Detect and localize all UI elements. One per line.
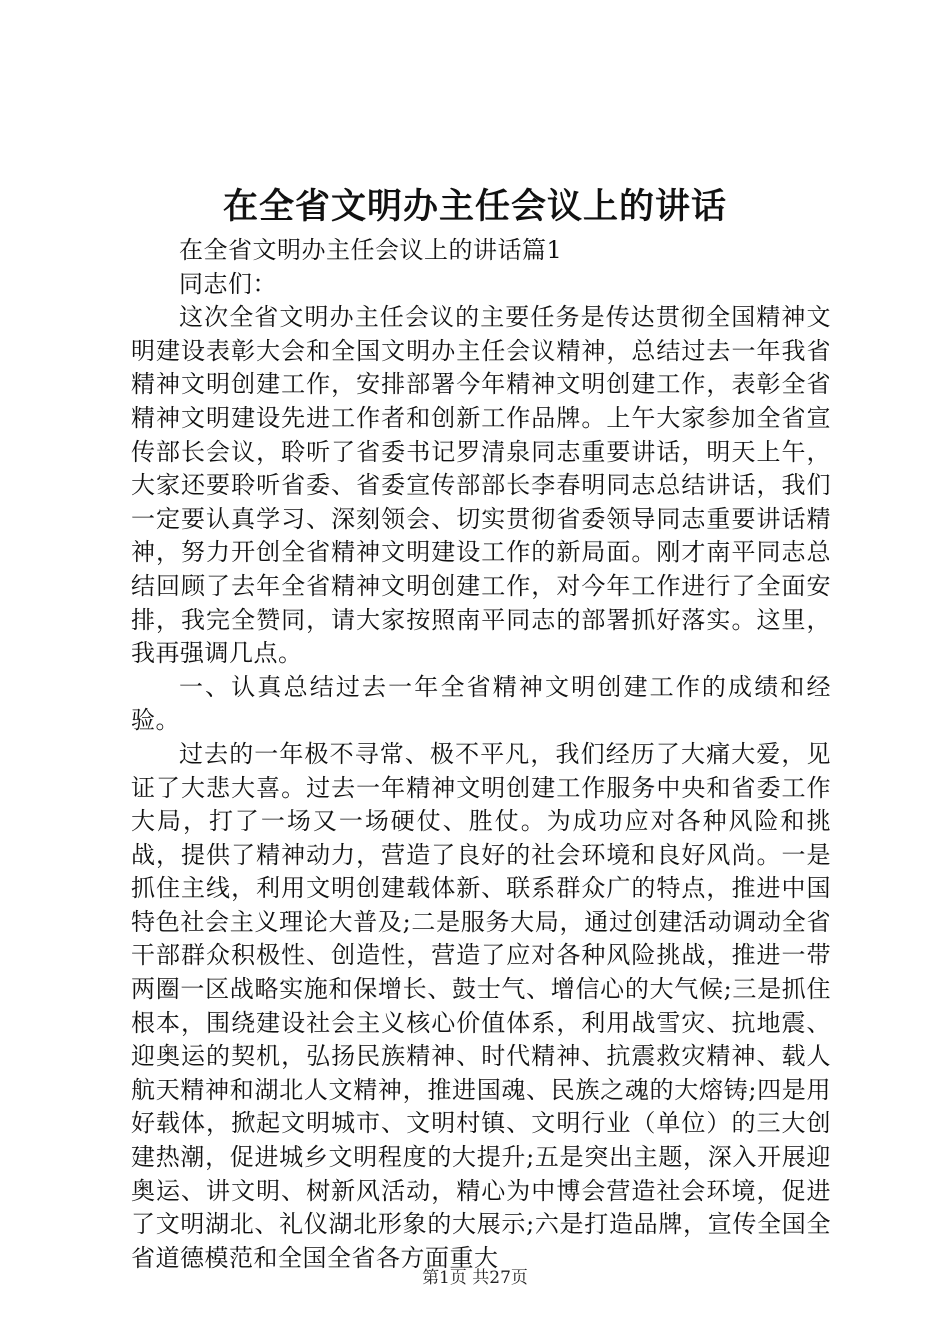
subtitle-paragraph: 在全省文明办主任会议上的讲话篇1 [179,236,563,264]
section-heading-paragraph: 一、认真总结过去一年全省精神文明创建工作的成绩和经验。 [131,672,831,735]
body-paragraph: 这次全省文明办主任会议的主要任务是传达贯彻全国精神文明建设表彰大会和全国文明办主任会议精神，总结过去一年我省精神文明创建工作，安排部署今年精神文明创建工作，表彰全省精神文明建设先进工作者和创新工作品牌。上午大家参加全省宣传部长会议，聆听了省委书记罗清泉同志重要讲话，明天上午，大家还要聆听省委、省委宣传部部长李春明同志总结讲话，我们一定要认真学习、深刻领会、切实贯彻省委领导同志重要讲话精神，努力开创全省精神文明建设工作的新局面。刚才南平同志总结回顾了去年全省精神文明创建工作，对今年工作进行了全面安排，我完全赞同，请大家按照南平同志的部署抓好落实。这里，我再强调几点。 [131,303,831,668]
page-number-footer: 第1页 共27页 [422,1268,528,1288]
document-title: 在全省文明办主任会议上的讲话 [222,186,727,227]
body-paragraph: 过去的一年极不寻常、极不平凡，我们经历了大痛大爱，见证了大悲大喜。过去一年精神文明创建工作服务中央和省委工作大局，打了一场又一场硬仗、胜仗。为成功应对各种风险和挑战，提供了精神动力，营造了良好的社会环境和良好风尚。一是抓住主线，利用文明创建载体新、联系群众广的特点，推进中国特色社会主义理论大普及;二是服务大局，通过创建活动调动全省干部群众积极性、创造性，营造了应对各种风险挑战，推进一带两圈一区战略实施和保增长、鼓士气、增信心的大气候;三是抓住根本，围绕建设社会主义核心价值体系，利用战雪灾、抗地震、迎奥运的契机，弘扬民族精神、时代精神、抗震救灾精神、载人航天精神和湖北人文精神，推进国魂、民族之魂的大熔铸;四是用好载体，掀起文明城市、文明村镇、文明行业（单位）的三大创建热潮，促进城乡文明程度的大提升;五是突出主题，深入开展迎奥运、讲文明、树新风活动，精心为中博会营造社会环境，促进了文明湖北、礼仪湖北形象的大展示;六是打造品牌，宣传全国全省道德模范和全国全省各方面重大 [131,739,831,1272]
document-body [131,234,831,1275]
salutation-paragraph: 同志们： [179,269,277,298]
